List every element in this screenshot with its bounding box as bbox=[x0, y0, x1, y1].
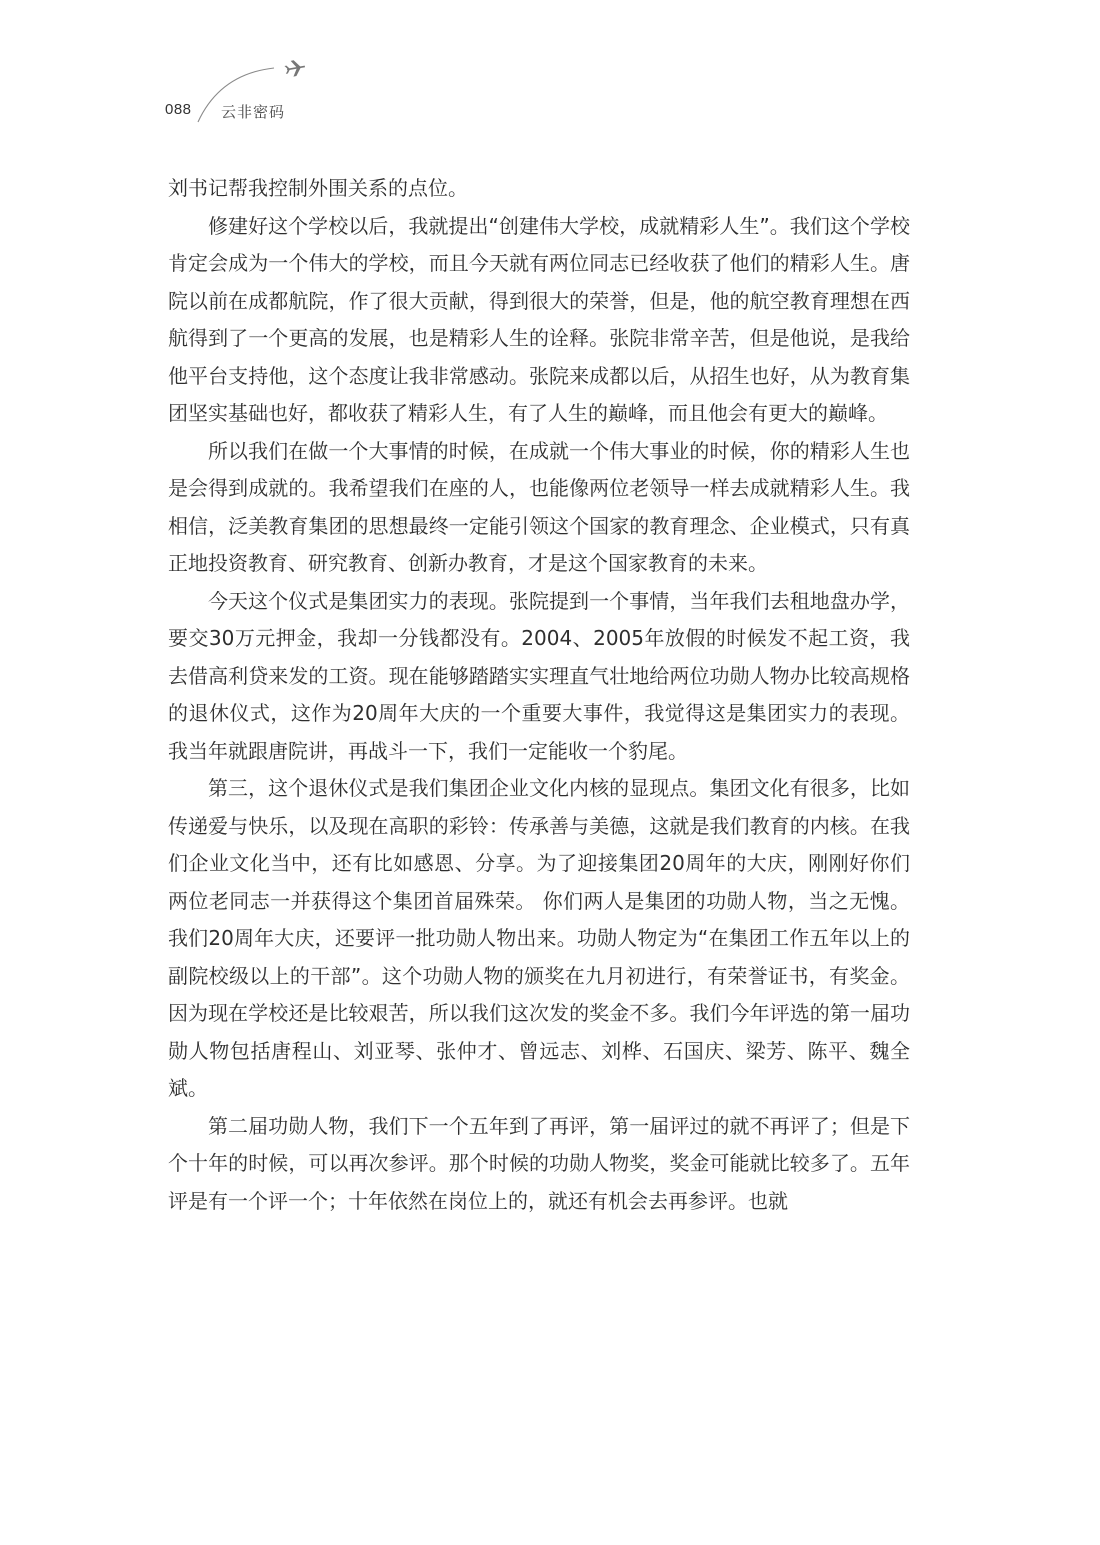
paragraph: 刘书记帮我控制外围关系的点位。 bbox=[168, 176, 468, 200]
paragraph: 第二届功勋人物，我们下一个五年到了再评，第一届评过的就不再评了；但是下个十年的时候，可以再次参评。那个时候的功勋人物奖，奖金可能就比较多了。五年评是有一个评一个；十年依然在岗位上的，就还有机会去再参评。也就 bbox=[168, 1113, 910, 1213]
paragraph: 修建好这个学校以后，我就提出“创建伟大学校，成就精彩人生”。我们这个学校肯定会成为一个伟大的学校，而且今天就有两位同志已经收获了他们的精彩人生。唐院以前在成都航院，作了很大贡献，得到很大的荣誉，但是，他的航空教育理想在西航得到了一个更高的发展，也是精彩人生的诠释。张院非常辛苦，但是他说，是我给他平台支持他，这个态度让我非常感动。张院来成都以后，从招生也好，从为教育集团坚实基础也好，都收获了精彩人生，有了人生的巅峰，而且他会有更大的巅峰。 bbox=[168, 213, 910, 425]
paragraph: 所以我们在做一个大事情的时候，在成就一个伟大事业的时候，你的精彩人生也是会得到成就的。我希望我们在座的人，也能像两位老领导一样去成就精彩人生。我相信，泛美教育集团的思想最终一定能引领这个国家的教育理念、企业模式，只有真正地投资教育、研究教育、创新办教育，才是这个国家教育的未来。 bbox=[168, 438, 910, 575]
page-number: 088 bbox=[165, 101, 192, 118]
body-text bbox=[168, 170, 910, 1220]
book-title: 云非密码 bbox=[221, 103, 286, 121]
page-header bbox=[0, 0, 1100, 140]
airplane-icon bbox=[284, 59, 306, 78]
paragraph: 第三，这个退休仪式是我们集团企业文化内核的显现点。集团文化有很多，比如传递爱与快乐，以及现在高职的彩铃：传承善与美德，这就是我们教育的内核。在我们企业文化当中，还有比如感恩、分享。为了迎接集团20周年的大庆，刚刚好你们两位老同志一并获得这个集团首届殊荣。 你们两人是集团的功勋人物，当之无愧。我们20周年大庆，还要评一批功勋人物出来。功勋人物定为“在集团工作五年以上的副院校级以上的干部”。这个功勋人物的颁奖在九月初进行，有荣誉证书，有奖金。因为现在学校还是比较艰苦，所以我们这次发的奖金不多。我们今年评选的第一届功勋人物包括唐程山、刘亚琴、张仲才、曾远志、刘桦、石国庆、梁芳、陈平、魏全斌。 bbox=[168, 776, 910, 1100]
paragraph: 今天这个仪式是集团实力的表现。张院提到一个事情，当年我们去租地盘办学，要交30万元押金，我却一分钱都没有。2004、2005年放假的时候发不起工资，我去借高利贷来发的工资。现在能够踏踏实实理直气壮地给两位功勋人物办比较高规格的退休仪式，这作为20周年大庆的一个重要大事件，我觉得这是集团实力的表现。我当年就跟唐院讲，再战斗一下，我们一定能收一个豹尾。 bbox=[168, 588, 910, 763]
